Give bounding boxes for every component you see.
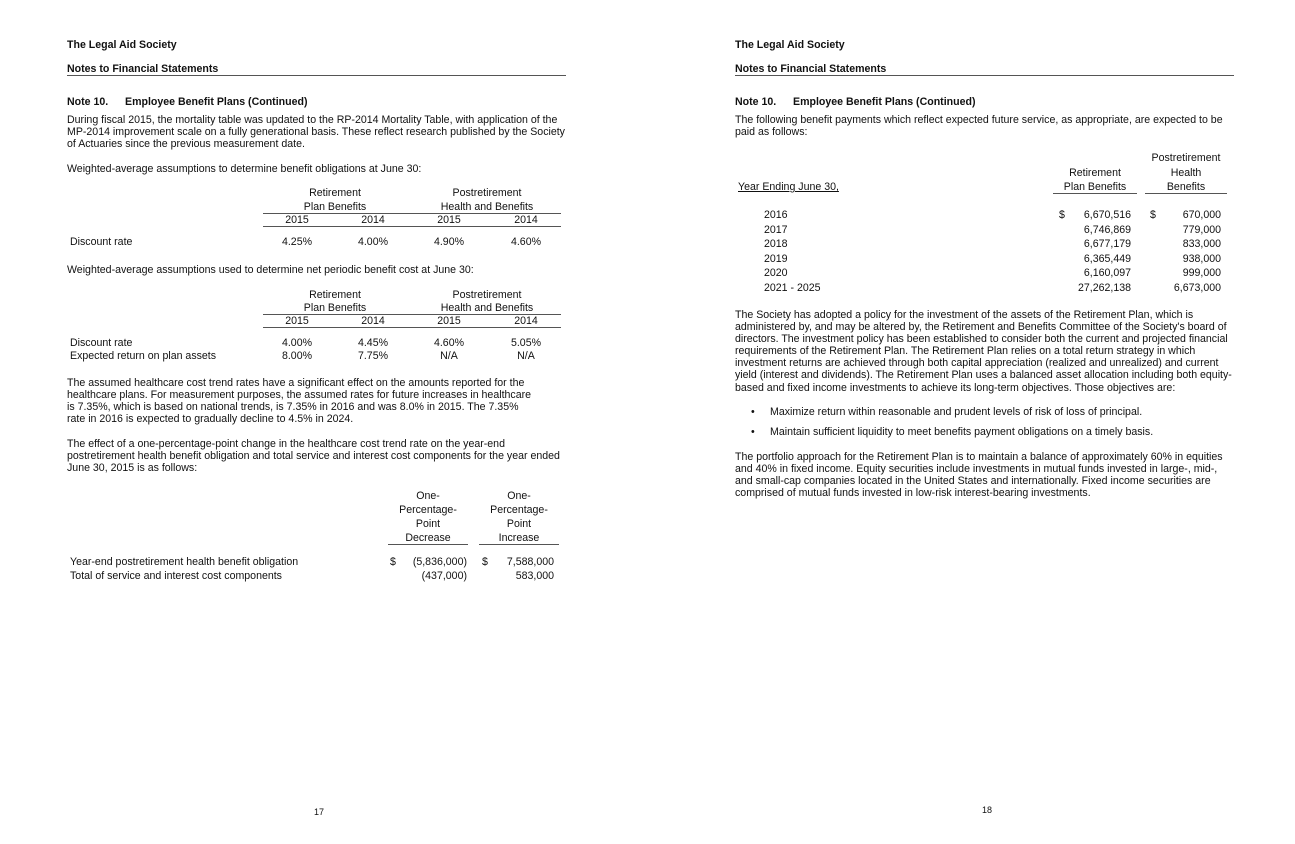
t3-dollar: $ [482, 556, 488, 568]
year-cell: 2018 [764, 238, 788, 250]
t3-col2-h: Increase [498, 532, 540, 544]
retirement-value: 6,677,179 [1083, 238, 1131, 250]
t1-year-rule [263, 226, 561, 227]
t2-cell: 4.45% [357, 337, 389, 349]
t2-group1-line1: Retirement [309, 289, 361, 301]
t3-dollar: $ [390, 556, 396, 568]
t3-col1-h: Point [415, 518, 441, 530]
col2-header-line: Postretirement [1151, 152, 1221, 164]
retirement-value: 6,746,869 [1083, 224, 1131, 236]
col2-rule [1145, 193, 1227, 194]
t2-row-label: Expected return on plan assets [70, 350, 217, 362]
t3-cell: (5,836,000) [412, 556, 467, 568]
bullet-dot: • [751, 406, 755, 418]
page-number: 18 [982, 805, 993, 815]
t1-cell: 4.90% [433, 236, 465, 248]
org-name: The Legal Aid Society [67, 39, 177, 51]
section-title: Notes to Financial Statements [735, 63, 887, 75]
t2-group1-line2: Plan Benefits [303, 302, 367, 314]
investment-policy-paragraph: The Society has adopted a policy for the investment of the assets of the Retirement Plan, which is administered by, and may be altered by, the Retirement and Benefits Committee of the Society's board of directors. The investment policy has been established to consider both the current and projected financial requirements of the Retirement Plan. The Retirement Plan relies on a total return strategy in which investment returns are achieved through both capital appreciation (realized and unrealized) and current yield (interest and dividends). The Retirement Plan uses a balanced asset allocation including both equity-based and fixed income investments to achieve its long-term objectives. Those objectives are: [735, 309, 1232, 394]
year-cell: 2021 - 2025 [764, 282, 821, 294]
retirement-value: 6,365,449 [1083, 253, 1131, 265]
header-rule [735, 75, 1234, 76]
table2-intro: Weighted-average assumptions used to determine net periodic benefit cost at June 30: [67, 264, 474, 276]
postretirement-value: 999,000 [1182, 267, 1221, 279]
t2-cell: 4.60% [433, 337, 465, 349]
t1-group2-line2: Health and Benefits [440, 201, 534, 213]
table1-intro: Weighted-average assumptions to determine benefit obligations at June 30: [67, 163, 422, 175]
benefit-payments-intro: The following benefit payments which reflect expected future service, as appropriate, are expected to be paid as follows: [735, 114, 1223, 139]
t3-col1-h: Decrease [405, 532, 451, 544]
dollar-sign: $ [1150, 209, 1156, 221]
t2-cell: N/A [517, 350, 535, 362]
dollar-sign: $ [1059, 209, 1065, 221]
one-point-change-paragraph: The effect of a one-percentage-point change in the healthcare cost trend rate on the year-end postretirement health benefit obligation and total service and interest cost components for the year ended June 30, 2015 is as follows: [67, 438, 560, 475]
t2-group2-line2: Health and Benefits [440, 302, 534, 314]
portfolio-paragraph: The portfolio approach for the Retirement Plan is to maintain a balance of approximately 60% in equities and 40% in fixed income. Equity securities include investments in mutual funds invested in large-, mid-, and small-cap companies located in the United States and internationally. Fixed income securities are comprised of mutual funds invested in low-risk interest-bearing investments. [735, 451, 1223, 500]
t2-year: 2014 [514, 315, 538, 327]
t3-col1-rule [388, 544, 468, 545]
page-18 [735, 0, 1235, 844]
page-17 [67, 0, 567, 844]
t1-year: 2015 [437, 214, 461, 226]
org-name: The Legal Aid Society [735, 39, 845, 51]
t1-year: 2014 [514, 214, 538, 226]
bullet-dot: • [751, 426, 755, 438]
t2-cell: 8.00% [281, 350, 313, 362]
t3-cell: (437,000) [421, 570, 467, 582]
col1-header-line: Plan Benefits [1063, 181, 1127, 193]
col2-header-line: Benefits [1166, 181, 1206, 193]
t1-cell: 4.60% [510, 236, 542, 248]
t3-col2-h: Point [506, 518, 532, 530]
t3-cell: 7,588,000 [506, 556, 554, 568]
t1-year: 2014 [361, 214, 385, 226]
t3-col2-h: Percentage- [490, 504, 548, 516]
t2-cell: N/A [440, 350, 458, 362]
t3-col1-h: One- [416, 490, 440, 502]
col1-header-line: Retirement [1069, 167, 1121, 179]
retirement-value: 6,160,097 [1083, 267, 1131, 279]
healthcare-trend-paragraph: The assumed healthcare cost trend rates have a significant effect on the amounts reported for the healthcare plans. For measurement purposes, the assumed rates for future increases in healthcare is 7.35%, which is based on national trends, is 7.35% in 2016 and was 8.0% in 2015. The 7.35% rate in 2016 is expected to gradually decline to 4.5% in 2024. [67, 377, 532, 426]
t3-col2-rule [479, 544, 559, 545]
t1-year: 2015 [285, 214, 309, 226]
t2-year: 2015 [437, 315, 461, 327]
t1-group2-line1: Postretirement [452, 187, 522, 199]
t2-cell: 5.05% [510, 337, 542, 349]
t2-year: 2014 [361, 315, 385, 327]
t2-row-label: Discount rate [70, 337, 133, 349]
year-cell: 2016 [764, 209, 788, 221]
t1-group1-line1: Retirement [309, 187, 361, 199]
col2-header-line: Health [1170, 167, 1202, 179]
col1-rule [1053, 193, 1137, 194]
t2-cell: 7.75% [357, 350, 389, 362]
page-number: 17 [314, 807, 325, 817]
note-title: Employee Benefit Plans (Continued) [793, 96, 976, 108]
t3-row-label: Total of service and interest cost components [70, 570, 282, 582]
objective-item: Maintain sufficient liquidity to meet benefits payment obligations on a timely basis. [770, 426, 1154, 438]
postretirement-value: 6,673,000 [1173, 282, 1221, 294]
t1-cell: 4.00% [357, 236, 389, 248]
note-number: Note 10. [67, 96, 109, 108]
postretirement-value: 833,000 [1182, 238, 1221, 250]
retirement-value: 6,670,516 [1083, 209, 1131, 221]
year-cell: 2019 [764, 253, 788, 265]
t2-cell: 4.00% [281, 337, 313, 349]
postretirement-value: 670,000 [1182, 209, 1221, 221]
note-title: Employee Benefit Plans (Continued) [125, 96, 308, 108]
section-title: Notes to Financial Statements [67, 63, 219, 75]
note-number: Note 10. [735, 96, 777, 108]
t2-year-rule [263, 327, 561, 328]
t3-col1-h: Percentage- [399, 504, 457, 516]
mortality-paragraph: During fiscal 2015, the mortality table was updated to the RP-2014 Mortality Table, with application of the MP-2014 improvement scale on a fully generational basis. These reflect research published by the Society of Actuaries since the previous measurement date. [67, 114, 565, 151]
header-rule [67, 75, 566, 76]
t1-group1-line2: Plan Benefits [303, 201, 367, 213]
postretirement-value: 938,000 [1182, 253, 1221, 265]
t1-cell: 4.25% [281, 236, 313, 248]
retirement-value: 27,262,138 [1077, 282, 1131, 294]
year-cell: 2020 [764, 267, 788, 279]
year-cell: 2017 [764, 224, 788, 236]
t2-group2-line1: Postretirement [452, 289, 522, 301]
t3-col2-h: One- [507, 490, 531, 502]
t2-year: 2015 [285, 315, 309, 327]
year-header: Year Ending June 30, [738, 181, 839, 193]
t3-row-label: Year-end postretirement health benefit obligation [70, 556, 299, 568]
t1-row-label: Discount rate [70, 236, 133, 248]
t3-cell: 583,000 [515, 570, 554, 582]
objective-item: Maximize return within reasonable and prudent levels of risk of loss of principal. [770, 406, 1143, 418]
postretirement-value: 779,000 [1182, 224, 1221, 236]
